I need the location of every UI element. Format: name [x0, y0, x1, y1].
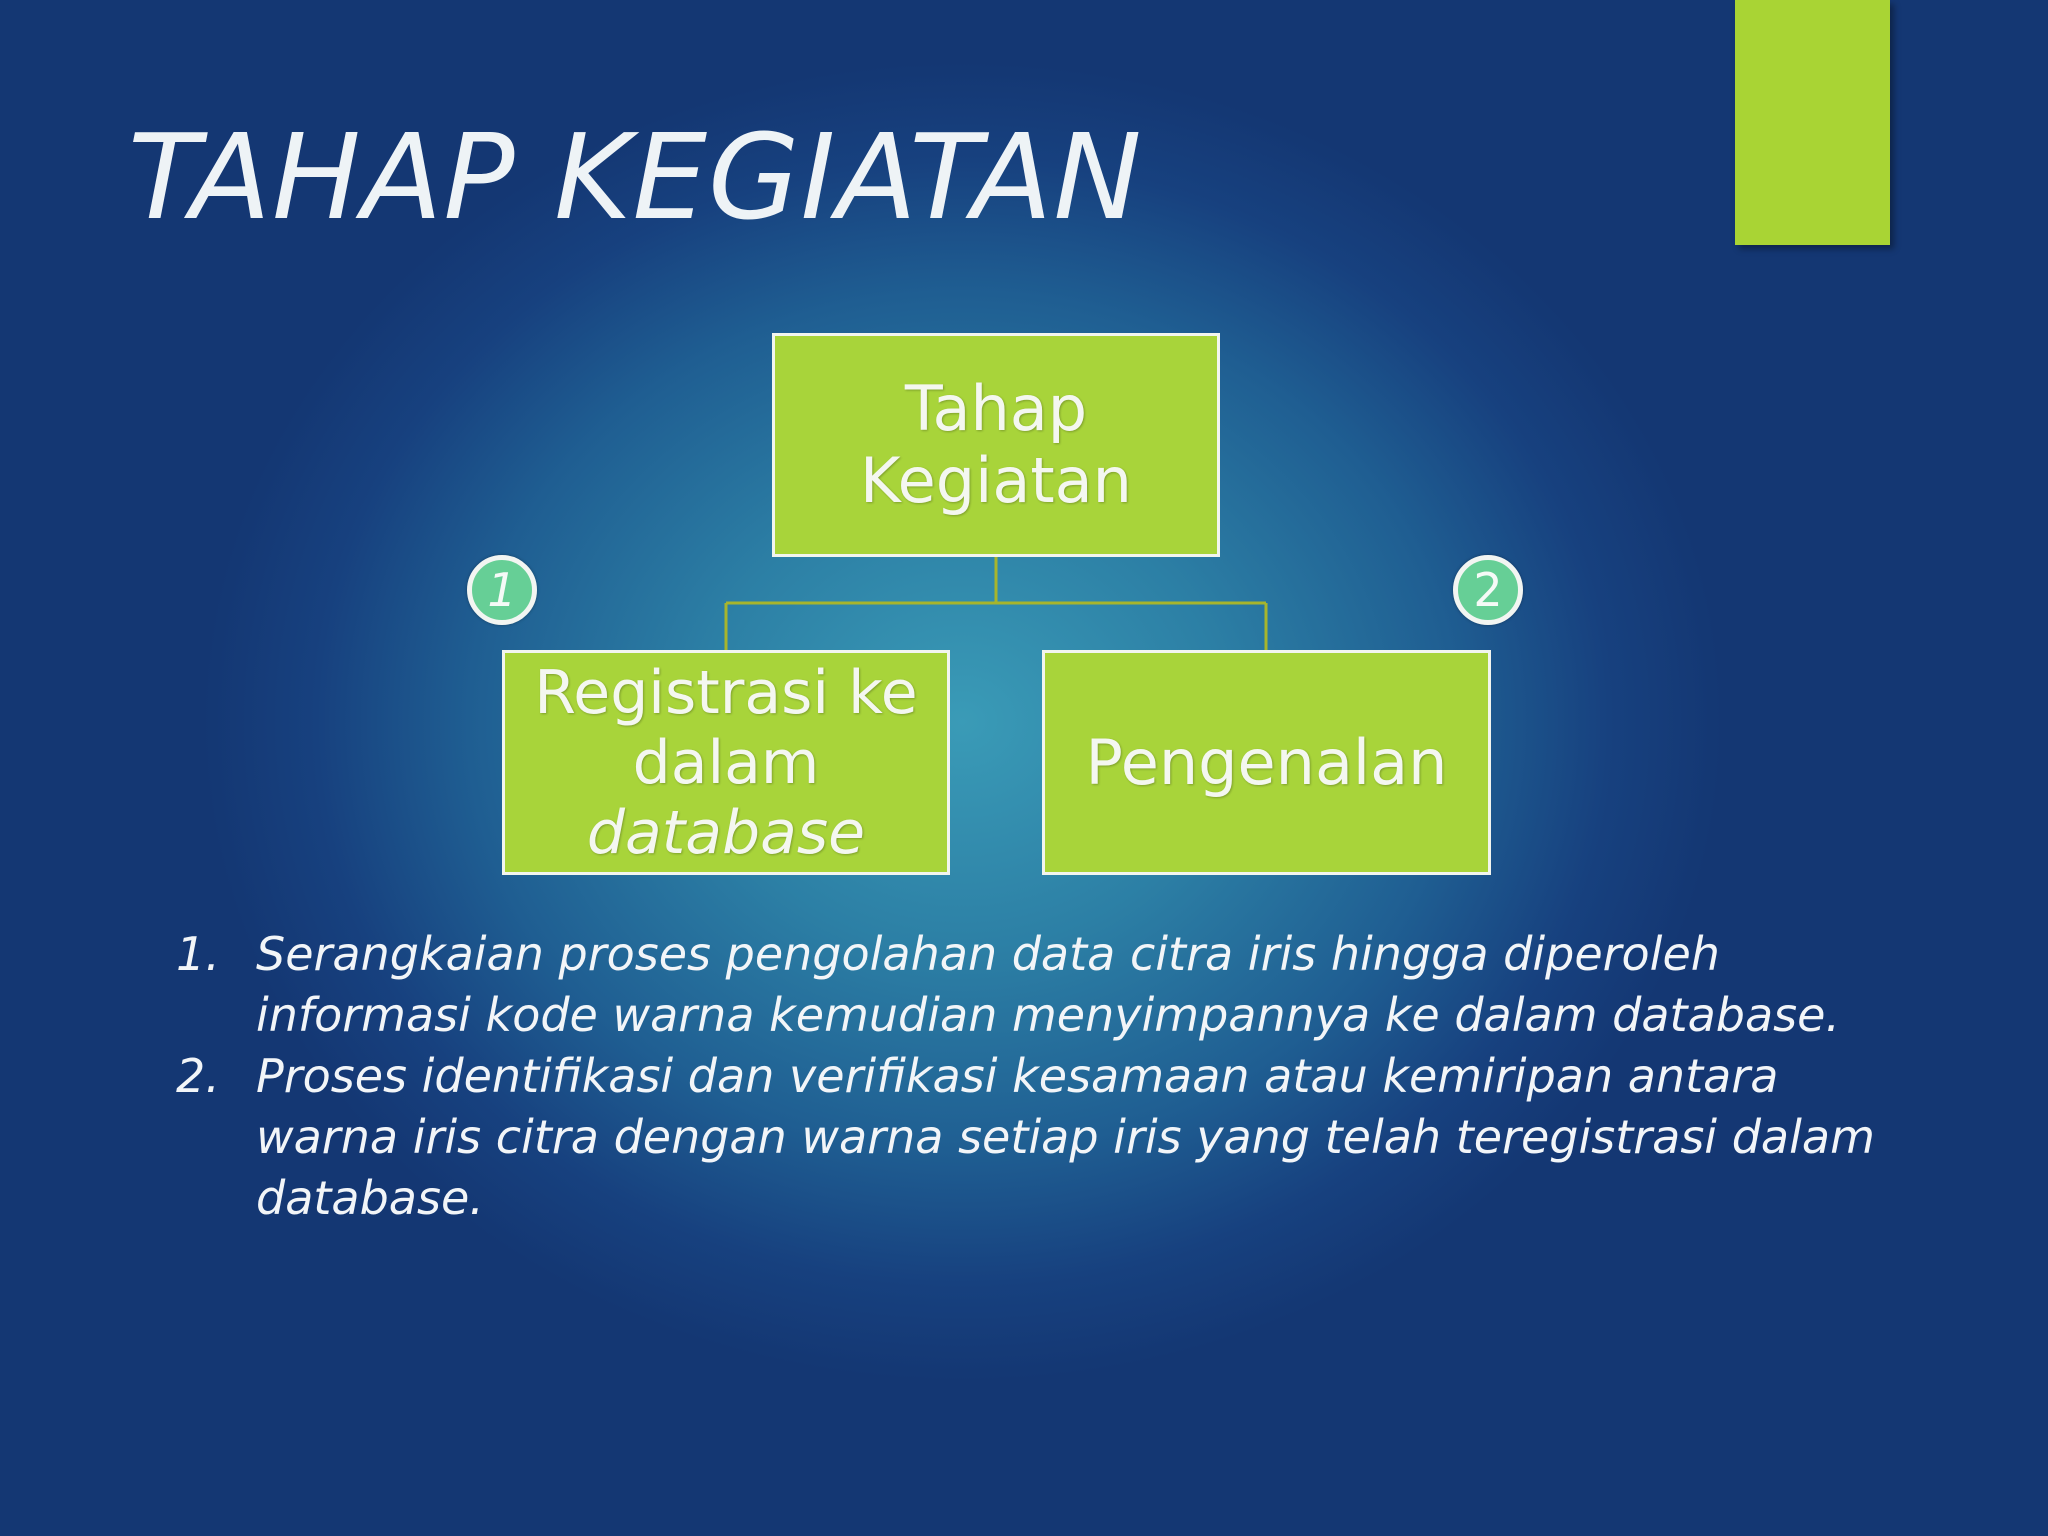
child1-label-line2: dalam [632, 727, 820, 798]
number-badge-1: 1 [467, 555, 537, 625]
list-item-text: Proses identifikasi dan verifikasi kesamaan atau kemiripan antara warna iris citra dengan warna setiap iris yang telah teregistrasi dalam database. [256, 1049, 1875, 1225]
diagram-root-box [772, 333, 1220, 557]
list-item-text: Serangkaian proses pengolahan data citra iris hingga diperoleh informasi kode warna kemudian menyimpannya ke dalam database. [256, 927, 1841, 1042]
child2-label: Pengenalan [1085, 726, 1448, 799]
list-item [170, 1046, 1890, 1229]
diagram-child-box-pengenalan [1042, 650, 1491, 875]
diagram-child-box-registrasi [502, 650, 950, 875]
number-badge-2: 2 [1453, 555, 1523, 625]
root-label-line1: Tahap [904, 372, 1088, 445]
slide-title: TAHAP KEGIATAN [128, 108, 1143, 246]
description-list [170, 924, 1890, 1229]
list-item-number: 1. [176, 927, 220, 981]
child1-label-line1: Registrasi ke [534, 657, 918, 728]
list-item-number: 2. [176, 1049, 220, 1103]
list-item [170, 924, 1890, 1046]
child1-label-line3: database [586, 797, 866, 868]
root-label-line2: Kegiatan [860, 444, 1132, 517]
